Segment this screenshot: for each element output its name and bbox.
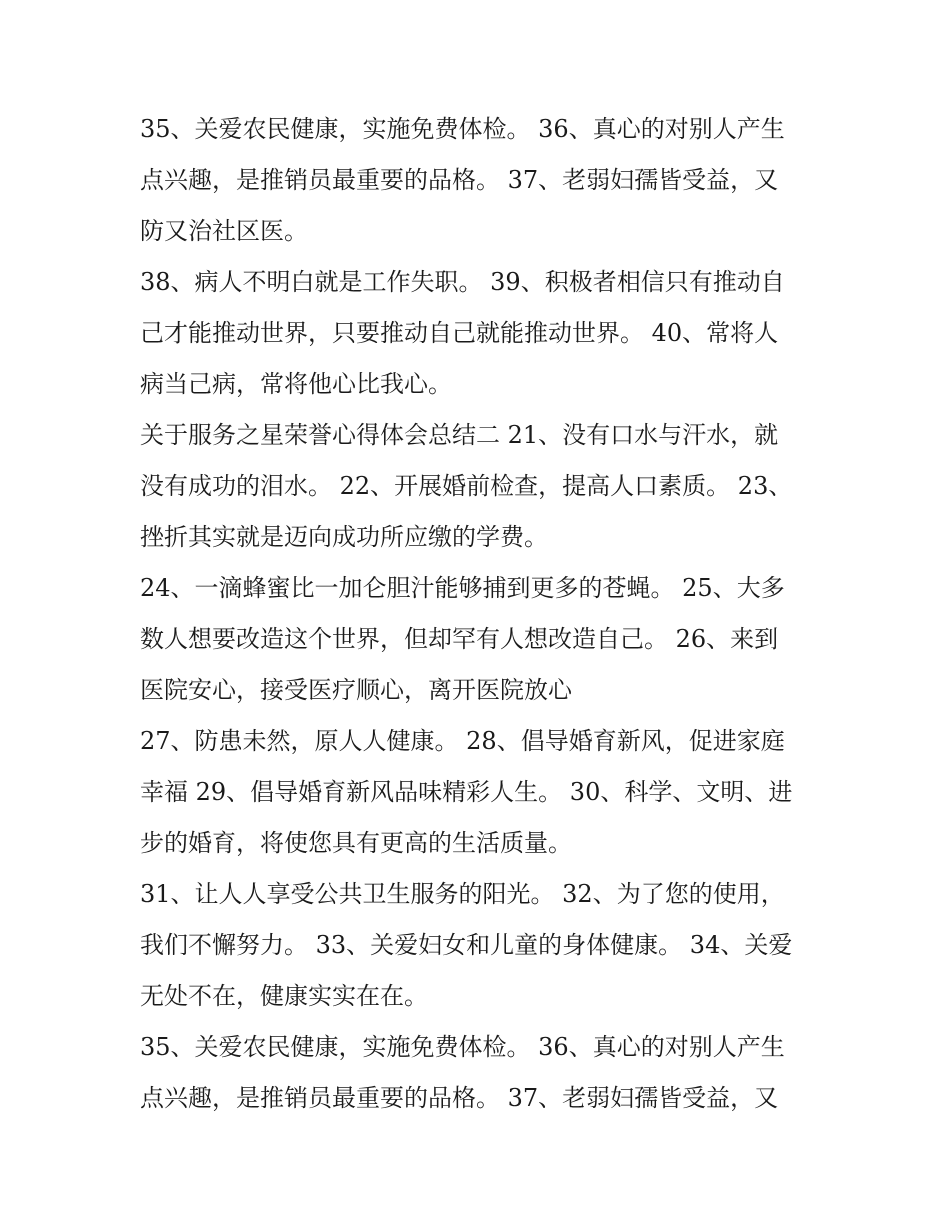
text-line: 病当己病，常将他心比我心。 — [140, 370, 452, 398]
text-line: 没有成功的泪水。 22、开展婚前检查，提高人口素质。 23、 — [140, 472, 793, 500]
text-line: 38、病人不明白就是工作失职。 39、积极者相信只有推动自 — [140, 268, 785, 296]
text-line: 点兴趣，是推销员最重要的品格。 37、老弱妇孺皆受益，又 — [140, 1084, 779, 1112]
text-line: 医院安心，接受医疗顺心，离开医院放心 — [140, 676, 572, 704]
text-line: 27、防患未然，原人人健康。 28、倡导婚育新风，促进家庭 — [140, 727, 785, 755]
text-line: 幸福 29、倡导婚育新风品味精彩人生。 30、科学、文明、进 — [140, 778, 793, 806]
text-line: 点兴趣，是推销员最重要的品格。 37、老弱妇孺皆受益，又 — [140, 166, 779, 194]
text-line: 防又治社区医。 — [140, 217, 308, 245]
text-line: 24、一滴蜂蜜比一加仑胆汁能够捕到更多的苍蝇。 25、大多 — [140, 574, 785, 602]
text-line: 数人想要改造这个世界，但却罕有人想改造自己。 26、来到 — [140, 625, 779, 653]
text-line: 35、关爱农民健康，实施免费体检。 36、真心的对别人产生 — [140, 1033, 785, 1061]
text-line: 关于服务之星荣誉心得体会总结二 21、没有口水与汗水，就 — [140, 421, 779, 449]
text-line: 35、关爱农民健康，实施免费体检。 36、真心的对别人产生 — [140, 115, 785, 143]
text-line: 挫折其实就是迈向成功所应缴的学费。 — [140, 523, 548, 551]
text-line: 31、让人人享受公共卫生服务的阳光。 32、为了您的使用， — [140, 880, 785, 908]
text-line: 步的婚育，将使您具有更高的生活质量。 — [140, 829, 572, 857]
text-line: 己才能推动世界，只要推动自己就能推动世界。 40、常将人 — [140, 319, 779, 347]
text-line: 无处不在，健康实实在在。 — [140, 982, 428, 1010]
document-body — [140, 104, 800, 1124]
text-line: 我们不懈努力。 33、关爱妇女和儿童的身体健康。 34、关爱 — [140, 931, 793, 959]
